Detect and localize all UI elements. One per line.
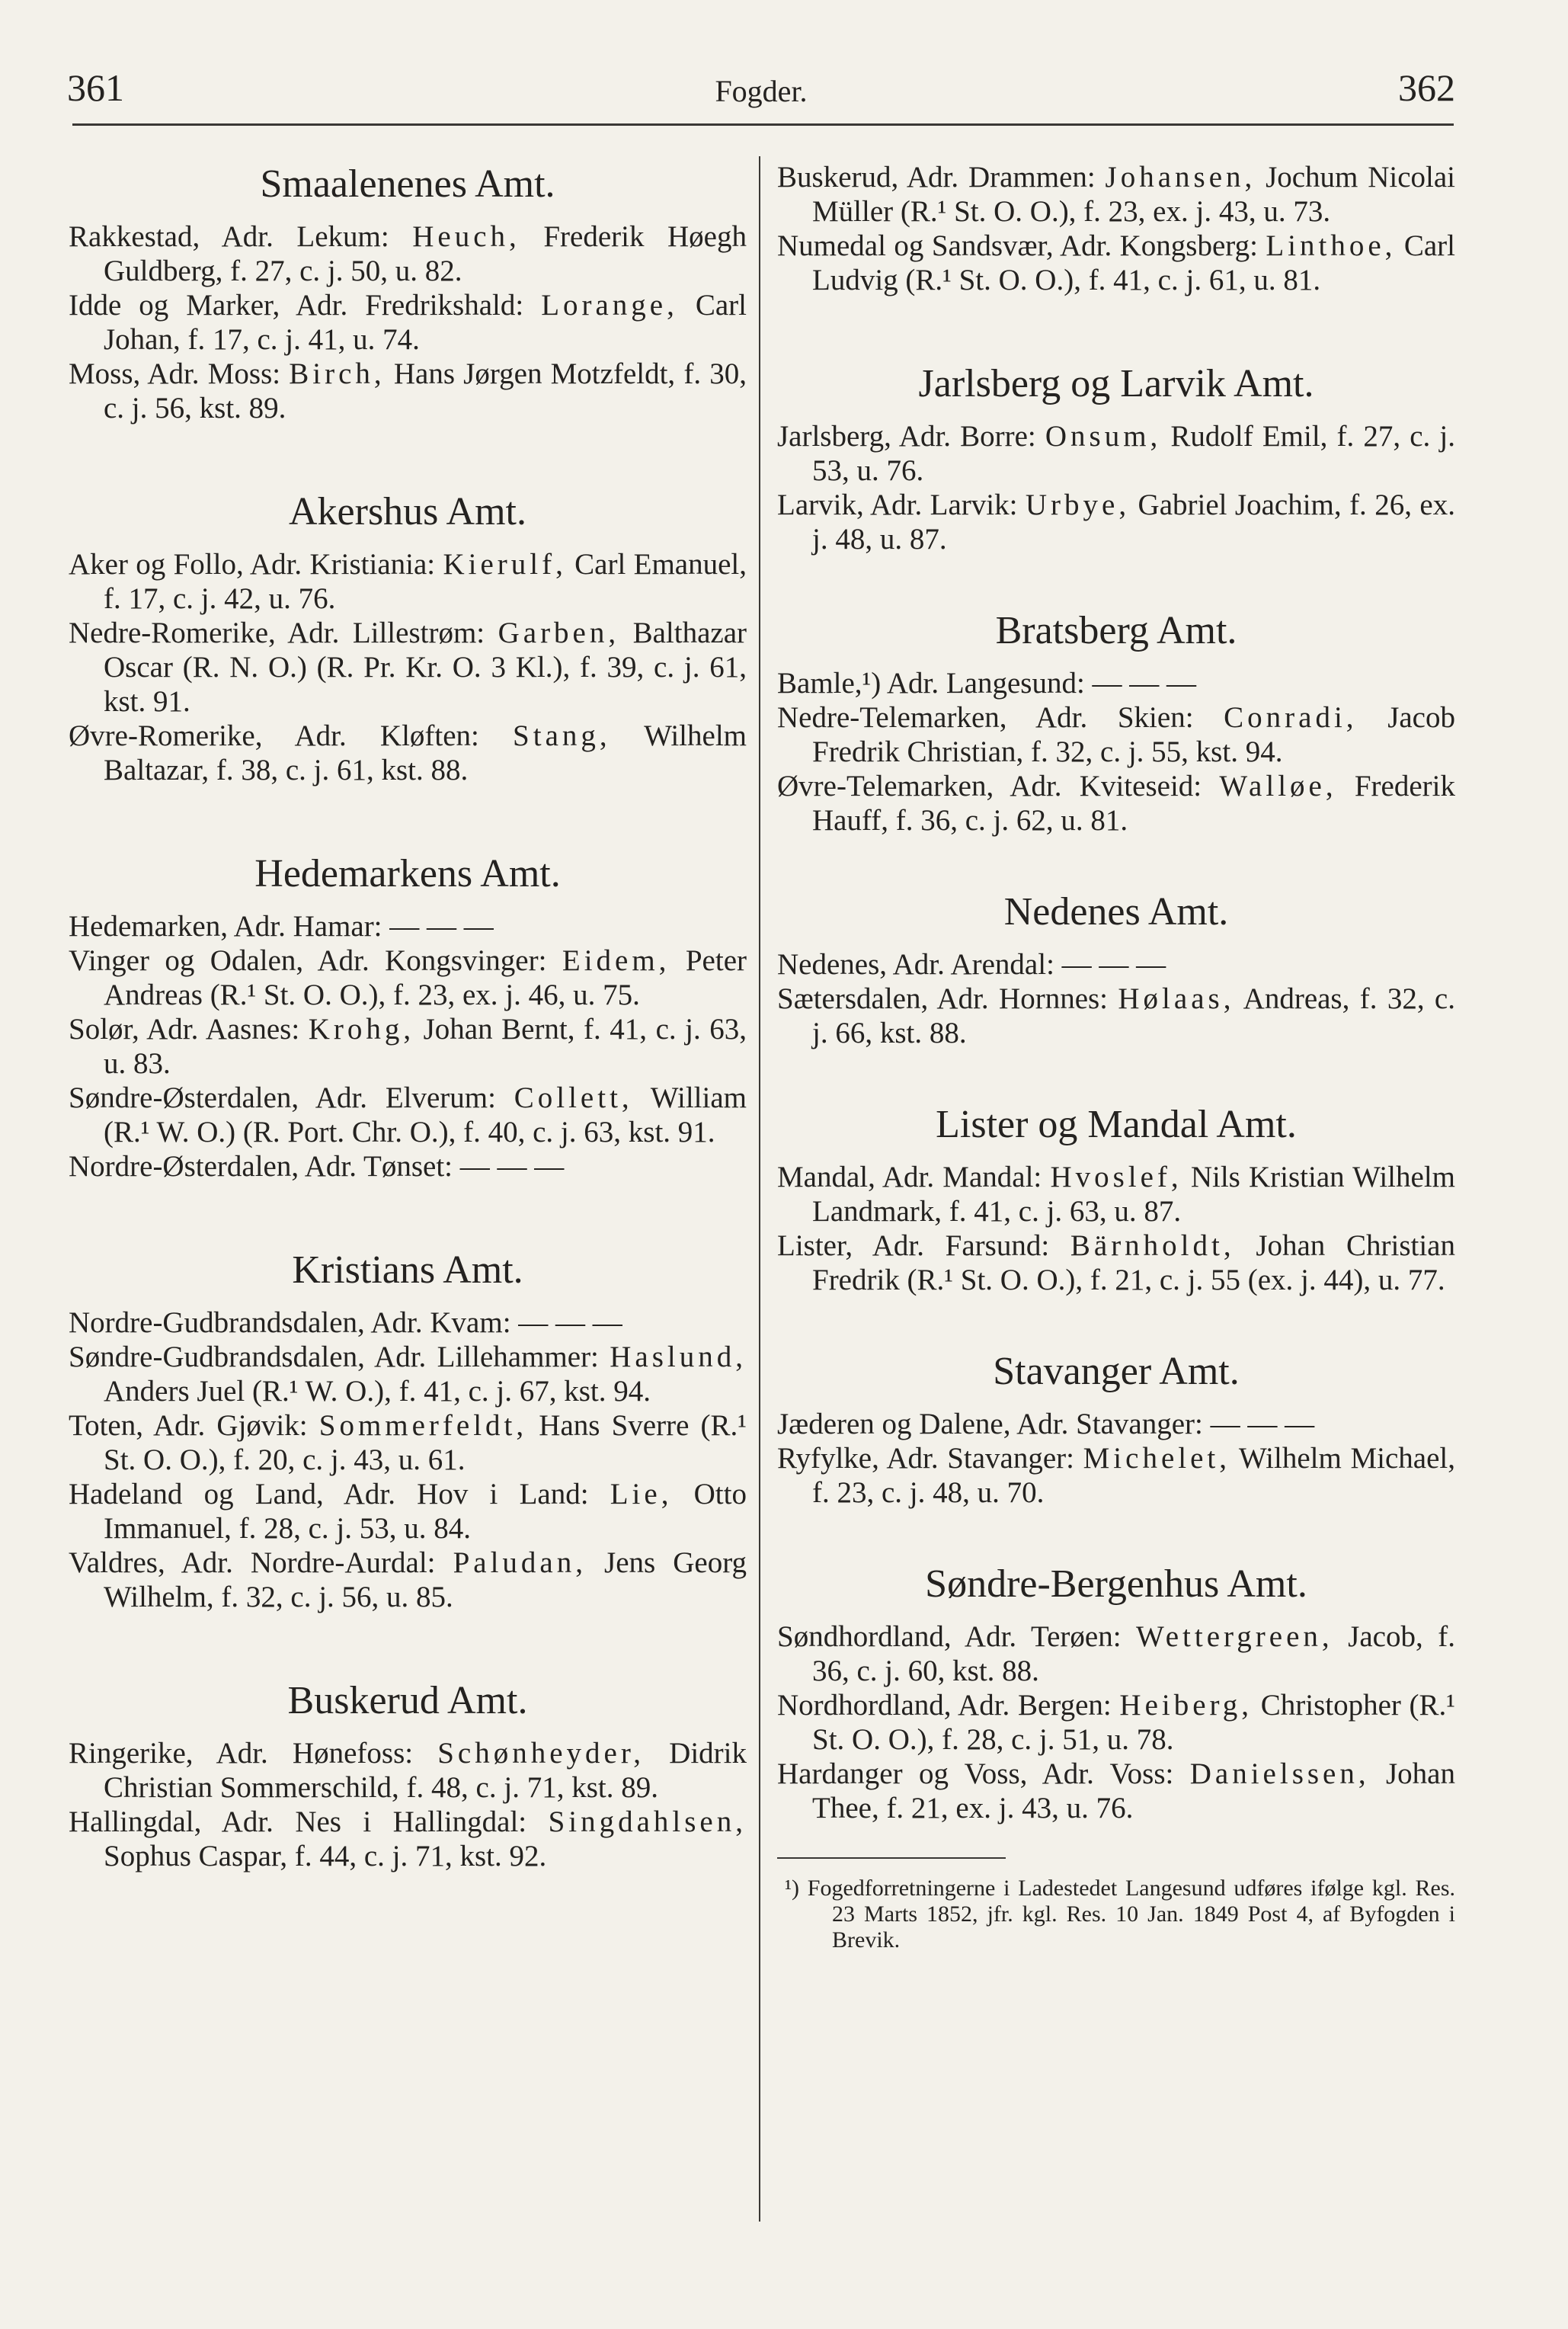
person-name: Haslund, xyxy=(610,1341,747,1373)
section-bratsberg xyxy=(777,607,1455,838)
person-name: Johansen, xyxy=(1105,161,1256,194)
section-title: Smaalenenes Amt. xyxy=(260,162,555,206)
entry: Larvik, Adr. Larvik: Urbye, Gabriel Joachim, f. 26, ex. j. 48, u. 87. xyxy=(777,489,1455,556)
section-title: Kristians Amt. xyxy=(292,1248,523,1292)
person-name: Stang, xyxy=(513,719,611,752)
person-name: Onsum, xyxy=(1045,420,1162,453)
section-lister-mandal xyxy=(777,1100,1455,1297)
entry: Lister, Adr. Farsund: Bärnholdt, Johan Christian Fredrik (R.¹ St. O. O.), f. 21, c. j. 55 (ex. j. 44), u. 77. xyxy=(777,1229,1455,1296)
person-name: Kierulf, xyxy=(443,548,567,581)
person-name: Lorange, xyxy=(541,289,678,322)
section-title: Bratsberg Amt. xyxy=(995,609,1237,652)
person-name: Danielssen, xyxy=(1189,1757,1370,1790)
person-name: Hølaas, xyxy=(1118,982,1235,1015)
section-sondre-bergenhus xyxy=(777,1560,1455,1825)
entry: Ringerike, Adr. Hønefoss: Schønheyder, Didrik Christian Sommerschild, f. 48, c. j. 71, kst. 89. xyxy=(69,1737,747,1804)
person-name: Conradi, xyxy=(1224,701,1358,734)
person-name: Lie, xyxy=(610,1478,673,1510)
section-stavanger xyxy=(777,1347,1455,1510)
entry: Nordre-Gudbrandsdalen, Adr. Kvam: — — — xyxy=(69,1306,622,1339)
person-name: Wettergreen, xyxy=(1136,1620,1333,1653)
section-title: Stavanger Amt. xyxy=(993,1350,1240,1393)
section-buskerud xyxy=(69,1677,747,1873)
entry: Numedal og Sandsvær, Adr. Kongsberg: Linthoe, Carl Ludvig (R.¹ St. O. O.), f. 41, c. j. 61, u. 81. xyxy=(777,229,1455,296)
section-nedenes xyxy=(777,888,1455,1050)
person-name: Schønheyder, xyxy=(437,1737,645,1770)
right-column xyxy=(777,160,1455,1953)
entry: Hadeland og Land, Adr. Hov i Land: Lie, Otto Immanuel, f. 28, c. j. 53, u. 84. xyxy=(69,1478,747,1545)
section-title: Hedemarkens Amt. xyxy=(254,852,561,895)
section-kristians xyxy=(69,1246,747,1614)
column-divider xyxy=(759,156,760,2222)
person-name: Michelet, xyxy=(1083,1442,1230,1475)
entry: Valdres, Adr. Nordre-Aurdal: Paludan, Jens Georg Wilhelm, f. 32, c. j. 56, u. 85. xyxy=(69,1546,747,1613)
left-column xyxy=(69,160,747,1873)
person-name: Heuch, xyxy=(412,220,520,253)
person-name: Walløe, xyxy=(1219,770,1337,802)
person-name: Paludan, xyxy=(453,1546,587,1579)
entry: Hardanger og Voss, Adr. Voss: Danielssen, Johan Thee, f. 21, ex. j. 43, u. 76. xyxy=(777,1757,1455,1824)
section-title: Søndre-Bergenhus Amt. xyxy=(925,1562,1307,1606)
person-name: Urbye, xyxy=(1025,489,1131,521)
person-name: Sommerfeldt, xyxy=(318,1409,528,1442)
person-name: Linthoe, xyxy=(1266,229,1397,262)
entry: Vinger og Odalen, Adr. Kongsvinger: Eidem, Peter Andreas (R.¹ St. O. O.), f. 23, ex. j. 46, u. 75. xyxy=(69,944,747,1011)
person-name: Bärnholdt, xyxy=(1070,1229,1235,1262)
person-name: Garben, xyxy=(498,617,620,649)
person-name: Singdahlsen, xyxy=(548,1805,747,1838)
entry: Søndre-Gudbrandsdalen, Adr. Lillehammer: Haslund, Anders Juel (R.¹ W. O.), f. 41, c. j. 67, kst. 94. xyxy=(69,1341,747,1408)
person-name: Birch, xyxy=(289,357,386,390)
page-header xyxy=(67,66,1455,127)
entry: Øvre-Romerike, Adr. Kløften: Stang, Wilhelm Baltazar, f. 38, c. j. 61, kst. 88. xyxy=(69,719,747,786)
section-buskerud-continued xyxy=(777,160,1455,297)
section-title: Akershus Amt. xyxy=(289,490,526,533)
section-smaalenenes xyxy=(69,160,747,425)
entry: Nordre-Østerdalen, Adr. Tønset: — — — xyxy=(69,1150,565,1183)
entry: Toten, Adr. Gjøvik: Sommerfeldt, Hans Sverre (R.¹ St. O. O.), f. 20, c. j. 43, u. 61. xyxy=(69,1409,747,1476)
section-jarlsberg-larvik xyxy=(777,360,1455,556)
person-name: Eidem, xyxy=(562,944,670,977)
entry: Nedre-Romerike, Adr. Lillestrøm: Garben, Balthazar Oscar (R. N. O.) (R. Pr. Kr. O. 3 Kl.), f. 39, c. j. 61, kst. 91. xyxy=(69,617,747,718)
person-name: Collett, xyxy=(514,1081,633,1114)
person-name: Krohg, xyxy=(308,1013,415,1046)
section-hedemarkens xyxy=(69,850,747,1184)
entry: Mandal, Adr. Mandal: Hvoslef, Nils Kristian Wilhelm Landmark, f. 41, c. j. 63, u. 87. xyxy=(777,1161,1456,1228)
left-page-number: 361 xyxy=(67,66,124,109)
section-title: Lister og Mandal Amt. xyxy=(936,1103,1297,1146)
entry: Søndhordland, Adr. Terøen: Wettergreen, Jacob, f. 36, c. j. 60, kst. 88. xyxy=(777,1620,1455,1687)
entry: Sætersdalen, Adr. Hornnes: Hølaas, Andreas, f. 32, c. j. 66, kst. 88. xyxy=(777,982,1455,1049)
entry: Bamle,¹) Adr. Langesund: — — — xyxy=(777,667,1197,700)
entry: Søndre-Østerdalen, Adr. Elverum: Collett, William (R.¹ W. O.) (R. Port. Chr. O.), f. 40, c. j. 63, kst. 91. xyxy=(69,1081,747,1148)
entry: Ryfylke, Adr. Stavanger: Michelet, Wilhelm Michael, f. 23, c. j. 48, u. 70. xyxy=(777,1442,1455,1509)
footnote: ¹) Fogedforretningerne i Ladestedet Langesund udføres ifølge kgl. Res. 23 Marts 1852, jfr. kgl. Res. 10 Jan. 1849 Post 4, af Byfogden i Brevik. xyxy=(785,1876,1455,1953)
entry: Hedemarken, Adr. Hamar: — — — xyxy=(69,910,494,943)
entry: Jarlsberg, Adr. Borre: Onsum, Rudolf Emil, f. 27, c. j. 53, u. 76. xyxy=(777,420,1455,487)
entry: Solør, Adr. Aasnes: Krohg, Johan Bernt, f. 41, c. j. 63, u. 83. xyxy=(69,1013,747,1080)
entry: Nedenes, Adr. Arendal: — — — xyxy=(777,948,1166,981)
right-page-number: 362 xyxy=(1398,66,1455,109)
entry: Øvre-Telemarken, Adr. Kviteseid: Walløe, Frederik Hauff, f. 36, c. j. 62, u. 81. xyxy=(777,770,1455,837)
entry: Jæderen og Dalene, Adr. Stavanger: — — — xyxy=(777,1408,1315,1440)
section-title: Nedenes Amt. xyxy=(1003,890,1229,934)
section-title: Jarlsberg og Larvik Amt. xyxy=(918,362,1314,405)
entry: Aker og Follo, Adr. Kristiania: Kierulf, Carl Emanuel, f. 17, c. j. 42, u. 76. xyxy=(69,548,747,615)
person-name: Heiberg, xyxy=(1119,1689,1253,1722)
person-name: Hvoslef, xyxy=(1050,1161,1182,1193)
footnote-rule xyxy=(777,1857,1006,1859)
entry: Hallingdal, Adr. Nes i Hallingdal: Singdahlsen, Sophus Caspar, f. 44, c. j. 71, kst. 92. xyxy=(69,1805,747,1872)
entry: Nedre-Telemarken, Adr. Skien: Conradi, Jacob Fredrik Christian, f. 32, c. j. 55, kst. 94. xyxy=(777,701,1455,768)
entry: Nordhordland, Adr. Bergen: Heiberg, Christopher (R.¹ St. O. O.), f. 28, c. j. 51, u. 78. xyxy=(777,1689,1455,1756)
header-rule xyxy=(72,123,1454,126)
running-title: Fogder. xyxy=(715,74,808,108)
section-akershus xyxy=(69,488,747,787)
entry: Idde og Marker, Adr. Fredrikshald: Lorange, Carl Johan, f. 17, c. j. 41, u. 74. xyxy=(69,289,747,356)
entry: Moss, Adr. Moss: Birch, Hans Jørgen Motzfeldt, f. 30, c. j. 56, kst. 89. xyxy=(69,357,747,424)
section-title: Buskerud Amt. xyxy=(287,1679,528,1722)
entry: Buskerud, Adr. Drammen: Johansen, Jochum Nicolai Müller (R.¹ St. O. O.), f. 23, ex. j. 43, u. 73. xyxy=(777,161,1455,228)
entry: Rakkestad, Adr. Lekum: Heuch, Frederik Høegh Guldberg, f. 27, c. j. 50, u. 82. xyxy=(69,220,747,287)
